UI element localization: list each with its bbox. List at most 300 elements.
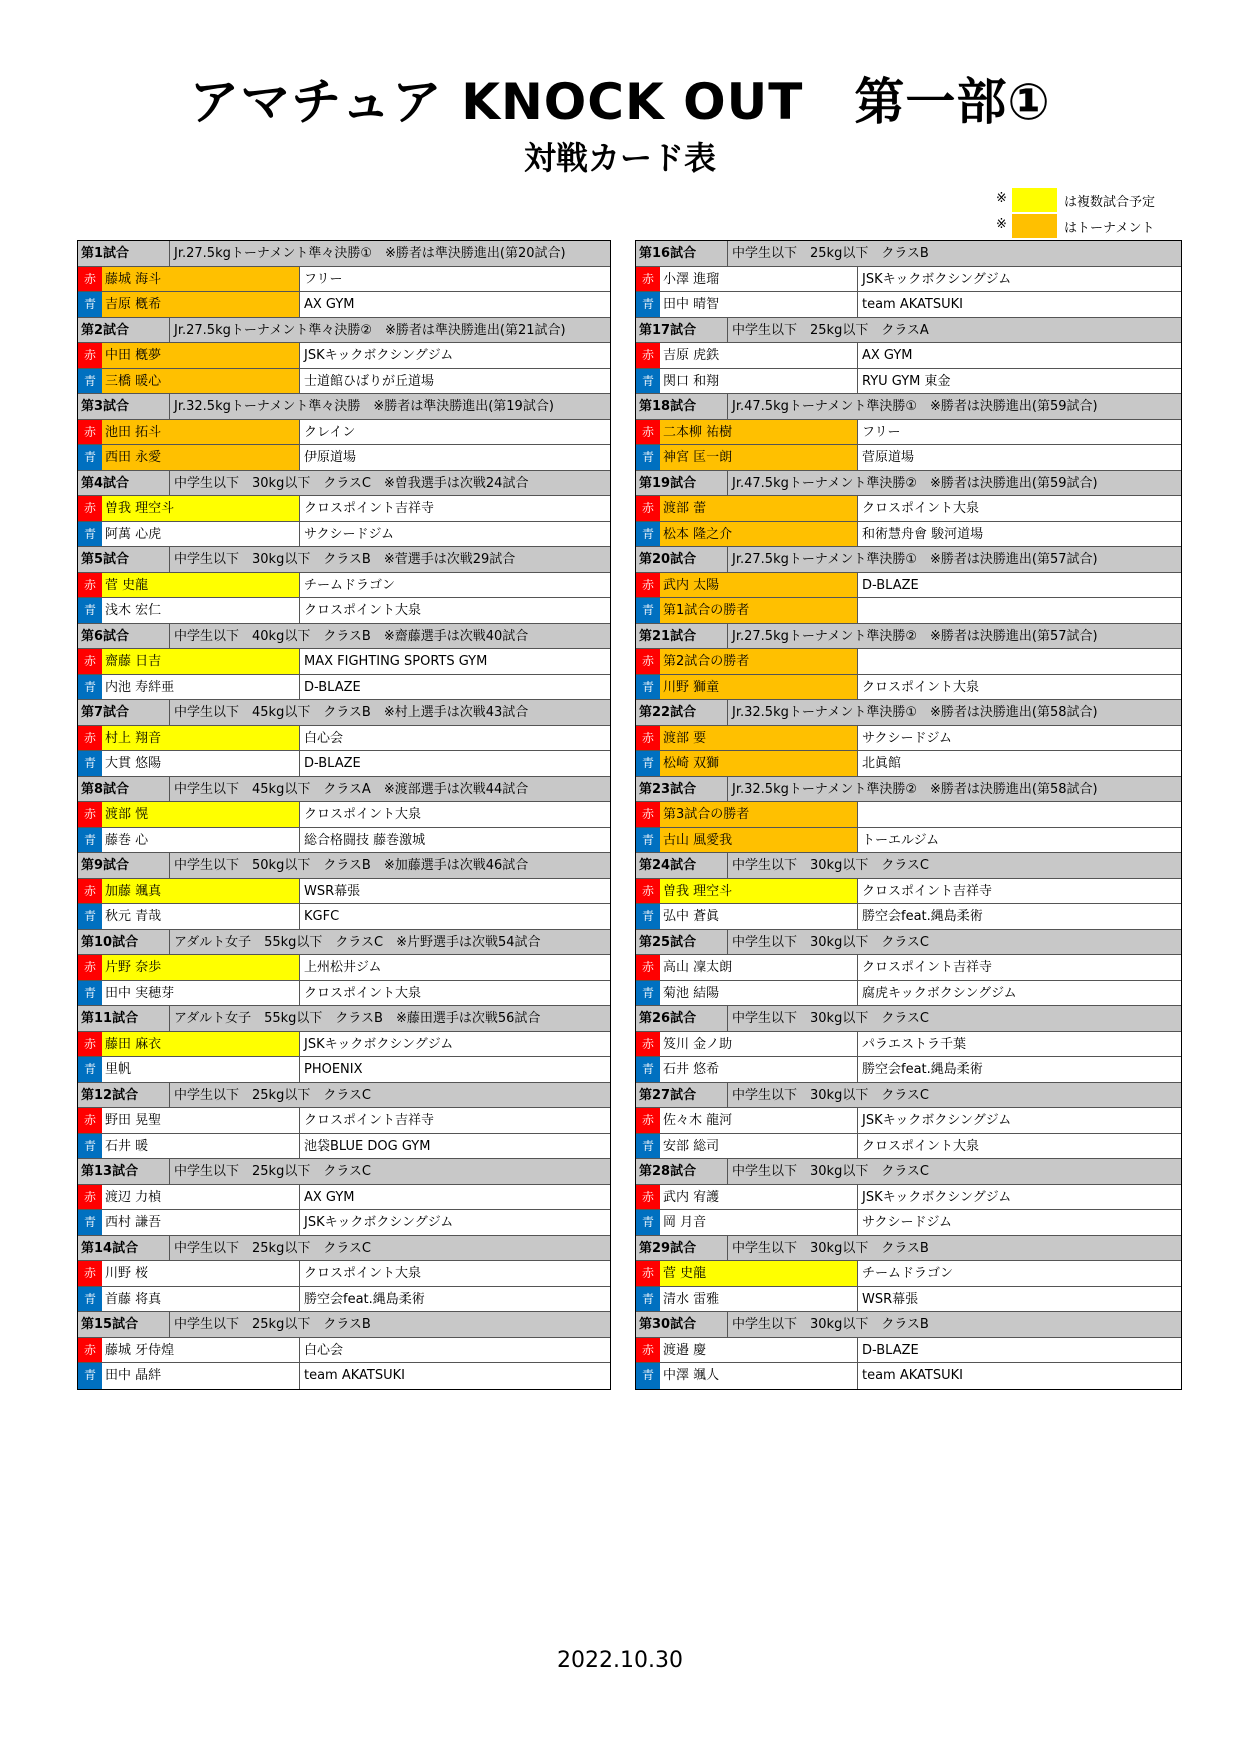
bout-info: 中学生以下 30kg以下 クラスB [732, 1240, 929, 1256]
bout-header [78, 930, 610, 956]
bout-header [636, 318, 1181, 344]
bout [78, 1159, 610, 1236]
red-corner-row [636, 1032, 1181, 1058]
blue-corner-row [636, 598, 1181, 624]
red-corner-badge: 赤 [78, 267, 102, 292]
fighter-gym: サクシードジム [862, 730, 952, 746]
bout-header [636, 1236, 1181, 1262]
bout-info: 中学生以下 30kg以下 クラスC [732, 1087, 930, 1103]
bout-header [78, 394, 610, 420]
bout-header [78, 853, 610, 879]
bout-number: 第18試合 [636, 394, 728, 419]
bout-number: 第26試合 [636, 1006, 728, 1031]
fighter-gym: クロスポイント大泉 [862, 679, 980, 695]
legend-swatch-yellow [1012, 188, 1057, 212]
bout-number: 第16試合 [636, 241, 728, 266]
blue-corner-badge: 青 [636, 369, 660, 394]
fighter-gym: 勝空会feat.縄島柔術 [862, 1062, 983, 1077]
bout [636, 1006, 1181, 1083]
fighter-gym: JSKキックボクシングジム [304, 1036, 454, 1052]
bout-info: Jr.47.5kgトーナメント準決勝② ※勝者は決勝進出(第59試合) [732, 475, 1098, 491]
blue-corner-row [636, 675, 1181, 701]
bout-number: 第4試合 [78, 471, 170, 496]
bout-header [636, 394, 1181, 420]
red-corner-badge: 赤 [636, 496, 660, 521]
fighter-name: 藤城 牙侍煌 [102, 1338, 300, 1363]
bout-info: Jr.27.5kgトーナメント準決勝② ※勝者は決勝進出(第57試合) [732, 628, 1098, 644]
bout-info: 中学生以下 25kg以下 クラスC [174, 1087, 372, 1103]
blue-corner-row [78, 1287, 610, 1313]
bout [78, 1083, 610, 1160]
fighter-gym: JSKキックボクシングジム [304, 1215, 454, 1230]
blue-corner-row [636, 828, 1181, 854]
fighter-gym: 白心会 [304, 1342, 344, 1358]
bout-header [78, 241, 610, 267]
blue-corner-badge: 青 [78, 369, 102, 394]
bout-number: 第29試合 [636, 1236, 728, 1261]
fighter-name: 吉原 槪希 [102, 292, 300, 317]
red-corner-row [636, 955, 1181, 981]
fighter-name: 渡部 要 [660, 726, 858, 751]
fighter-name: 松崎 双獅 [660, 751, 858, 776]
blue-corner-row [636, 1210, 1181, 1236]
bout-info: 中学生以下 30kg以下 クラスC ※曽我選手は次戦24試合 [174, 475, 529, 491]
fighter-gym: 北眞館 [862, 756, 902, 771]
bout-number: 第20試合 [636, 547, 728, 572]
red-corner-row [636, 496, 1181, 522]
fighter-gym: WSR幕張 [304, 883, 361, 899]
red-corner-badge: 赤 [636, 1185, 660, 1210]
bout-info: 中学生以下 30kg以下 クラスC [732, 1164, 930, 1179]
fighter-name: 加藤 颯真 [102, 879, 300, 904]
fighter-name: 第2試合の勝者 [660, 649, 858, 674]
blue-corner-row [636, 1134, 1181, 1160]
fighter-name: 川野 桜 [102, 1261, 300, 1286]
bout-number: 第24試合 [636, 853, 728, 878]
red-corner-badge: 赤 [636, 1032, 660, 1057]
red-corner-row [78, 1032, 610, 1058]
page-subtitle: 対戦カード表 [523, 139, 716, 177]
bout [78, 241, 610, 318]
fighter-gym [858, 649, 1181, 674]
fighter-gym: 池袋BLUE DOG GYM [304, 1138, 431, 1154]
fighter-name: 石井 悠希 [660, 1057, 858, 1082]
fighter-gym [858, 802, 1181, 827]
fighter-name: 渡部 蕾 [660, 496, 858, 521]
red-corner-badge: 赤 [78, 1185, 102, 1210]
red-corner-row [636, 649, 1181, 675]
bout-info: 中学生以下 45kg以下 クラスA ※渡部選手は次戦44試合 [174, 781, 529, 797]
blue-corner-row [78, 981, 610, 1007]
bout-table-left [77, 240, 611, 1390]
fighter-name: 曽我 理空斗 [102, 496, 300, 521]
bout-info: Jr.32.5kgトーナメント準決勝② ※勝者は決勝進出(第58試合) [732, 781, 1098, 797]
fighter-name: 渡邉 慶 [660, 1338, 858, 1363]
bout-info: 中学生以下 25kg以下 クラスB [174, 1317, 371, 1332]
red-corner-row [636, 1338, 1181, 1364]
bout-header [636, 1159, 1181, 1185]
bout [636, 1159, 1181, 1236]
bout-number: 第3試合 [78, 394, 170, 419]
red-corner-row [78, 1261, 610, 1287]
bout-number: 第11試合 [78, 1006, 170, 1031]
bout-header [78, 1312, 610, 1338]
fighter-gym: PHOENIX [304, 1062, 363, 1077]
bout-number: 第12試合 [78, 1083, 170, 1108]
bout-header [636, 547, 1181, 573]
fighter-gym: クレイン [304, 424, 356, 440]
fighter-gym: 白心会 [304, 730, 344, 746]
red-corner-row [78, 726, 610, 752]
bout-info: Jr.47.5kgトーナメント準決勝① ※勝者は決勝進出(第59試合) [732, 399, 1098, 414]
fighter-gym: クロスポイント大泉 [862, 1138, 980, 1154]
bout-info: 中学生以下 30kg以下 クラスC [732, 858, 930, 873]
blue-corner-badge: 青 [78, 445, 102, 470]
fighter-name: 西村 謙吾 [102, 1210, 300, 1235]
bout-header [78, 547, 610, 573]
bout [636, 853, 1181, 930]
red-corner-row [78, 496, 610, 522]
blue-corner-row [78, 828, 610, 854]
fighter-name: 里帆 [102, 1057, 300, 1082]
red-corner-row [636, 1108, 1181, 1134]
fighter-gym: team AKATSUKI [862, 1368, 963, 1383]
red-corner-row [78, 343, 610, 369]
red-corner-row [78, 955, 610, 981]
blue-corner-row [78, 1363, 610, 1389]
blue-corner-badge: 青 [78, 675, 102, 700]
bout [636, 1083, 1181, 1160]
red-corner-row [78, 1185, 610, 1211]
fighter-gym: AX GYM [304, 1189, 355, 1205]
fighter-name: 藤巻 心 [102, 828, 300, 853]
red-corner-badge: 赤 [78, 573, 102, 598]
red-corner-badge: 赤 [78, 1338, 102, 1363]
fighter-name: 藤城 海斗 [102, 267, 300, 292]
red-corner-badge: 赤 [636, 343, 660, 368]
bout-info: Jr.27.5kgトーナメント準決勝① ※勝者は決勝進出(第57試合) [732, 552, 1098, 567]
red-corner-badge: 赤 [636, 955, 660, 980]
bout-number: 第10試合 [78, 930, 170, 955]
fighter-gym: MAX FIGHTING SPORTS GYM [304, 654, 488, 669]
bout [78, 318, 610, 395]
blue-corner-row [636, 369, 1181, 395]
fighter-name: 松本 隆之介 [660, 522, 858, 547]
fighter-name: 武内 宥護 [660, 1185, 858, 1210]
red-corner-row [636, 802, 1181, 828]
blue-corner-badge: 青 [78, 598, 102, 623]
fighter-gym: D-BLAZE [304, 679, 361, 695]
fighter-name: 岡 月音 [660, 1210, 858, 1235]
fighter-name: 大貫 悠陽 [102, 751, 300, 776]
blue-corner-badge: 青 [636, 598, 660, 623]
red-corner-badge: 赤 [78, 1108, 102, 1133]
fighter-gym: トーエルジム [862, 832, 940, 848]
fighter-name: 笈川 金ノ助 [660, 1032, 858, 1057]
fighter-gym: RYU GYM 東金 [862, 373, 951, 389]
legend-swatch-orange [1012, 214, 1057, 238]
bout-header [636, 1312, 1181, 1338]
bout-info: 中学生以下 25kg以下 クラスB [732, 246, 929, 261]
blue-corner-row [78, 675, 610, 701]
bout-number: 第17試合 [636, 318, 728, 343]
fighter-name: 田中 晴智 [660, 292, 858, 317]
bout-header [636, 930, 1181, 956]
blue-corner-row [78, 445, 610, 471]
red-corner-badge: 赤 [636, 573, 660, 598]
fighter-gym: 和術慧舟會 駿河道場 [862, 526, 984, 542]
blue-corner-row [78, 1134, 610, 1160]
blue-corner-badge: 青 [78, 904, 102, 929]
bout-info: アダルト女子 55kg以下 クラスC ※片野選手は次戦54試合 [174, 934, 541, 950]
bout-header [636, 853, 1181, 879]
fighter-gym: クロスポイント吉祥寺 [304, 1113, 435, 1128]
bout-number: 第15試合 [78, 1312, 170, 1337]
fighter-name: 三橋 暖心 [102, 369, 300, 394]
fighter-name: 安部 総司 [660, 1134, 858, 1159]
red-corner-row [636, 343, 1181, 369]
bout [78, 624, 610, 701]
bout [78, 547, 610, 624]
fighter-name: 二本柳 祐樹 [660, 420, 858, 445]
bout-info: 中学生以下 25kg以下 クラスA [732, 322, 929, 338]
blue-corner-badge: 青 [78, 292, 102, 317]
blue-corner-badge: 青 [636, 981, 660, 1006]
bout-number: 第19試合 [636, 471, 728, 496]
bout-info: 中学生以下 40kg以下 クラスB ※齋藤選手は次戦40試合 [174, 628, 529, 644]
bout-number: 第7試合 [78, 700, 170, 725]
bout-info: Jr.32.5kgトーナメント準決勝① ※勝者は決勝進出(第58試合) [732, 705, 1098, 720]
bout [636, 318, 1181, 395]
bout-header [636, 624, 1181, 650]
red-corner-badge: 赤 [78, 649, 102, 674]
bout [636, 1312, 1181, 1389]
red-corner-badge: 赤 [636, 1338, 660, 1363]
blue-corner-row [636, 751, 1181, 777]
fighter-name: 石井 暖 [102, 1134, 300, 1159]
bout-header [78, 1006, 610, 1032]
fighter-name: 清水 雷雅 [660, 1287, 858, 1312]
fighter-name: 菅 史龍 [660, 1261, 858, 1286]
bout-header [636, 1083, 1181, 1109]
blue-corner-badge: 青 [636, 828, 660, 853]
bout-number: 第6試合 [78, 624, 170, 649]
fighter-gym: クロスポイント吉祥寺 [862, 883, 993, 899]
fighter-gym: パラエストラ千葉 [862, 1036, 967, 1052]
bout [78, 777, 610, 854]
bout-number: 第9試合 [78, 853, 170, 878]
fighter-name: 野田 晃聖 [102, 1108, 300, 1133]
bout-number: 第25試合 [636, 930, 728, 955]
red-corner-badge: 赤 [636, 1261, 660, 1286]
red-corner-badge: 赤 [78, 420, 102, 445]
fighter-name: 菅 史龍 [102, 573, 300, 598]
red-corner-badge: 赤 [78, 496, 102, 521]
fighter-gym [858, 598, 1181, 623]
fighter-gym: D-BLAZE [862, 577, 919, 593]
red-corner-row [636, 420, 1181, 446]
bout-number: 第30試合 [636, 1312, 728, 1337]
bout-header [78, 700, 610, 726]
fighter-name: 西田 永愛 [102, 445, 300, 470]
fighter-name: 第1試合の勝者 [660, 598, 858, 623]
bout [78, 471, 610, 548]
bout [78, 853, 610, 930]
fighter-gym: クロスポイント大泉 [304, 603, 422, 618]
bout [636, 777, 1181, 854]
bout-header [78, 1159, 610, 1185]
fighter-name: 菊池 結陽 [660, 981, 858, 1006]
blue-corner-row [78, 751, 610, 777]
bout [636, 700, 1181, 777]
blue-corner-badge: 青 [636, 1210, 660, 1235]
bout-header [636, 700, 1181, 726]
blue-corner-row [78, 904, 610, 930]
fighter-gym: team AKATSUKI [304, 1368, 405, 1383]
blue-corner-badge: 青 [636, 1287, 660, 1312]
red-corner-row [78, 1338, 610, 1364]
blue-corner-badge: 青 [78, 522, 102, 547]
page-title: アマチュア KNOCK OUT 第一部① [189, 73, 1051, 131]
fighter-gym: クロスポイント大泉 [304, 807, 422, 822]
red-corner-row [78, 1108, 610, 1134]
fighter-gym: チームドラゴン [862, 1266, 954, 1281]
event-date: 2022.10.30 [557, 1648, 683, 1673]
blue-corner-badge: 青 [78, 1134, 102, 1159]
fighter-gym: クロスポイント吉祥寺 [862, 960, 993, 975]
fighter-name: 神宮 匡一朗 [660, 445, 858, 470]
fighter-name: 阿萬 心虎 [102, 522, 300, 547]
blue-corner-badge: 青 [78, 1210, 102, 1235]
fighter-gym: サクシードジム [862, 1215, 952, 1230]
fighter-gym: 勝空会feat.縄島柔術 [862, 909, 983, 924]
fighter-gym: AX GYM [862, 348, 913, 363]
red-corner-badge: 赤 [636, 420, 660, 445]
fighter-gym: D-BLAZE [304, 756, 361, 771]
fighter-name: 池田 拓斗 [102, 420, 300, 445]
blue-corner-badge: 青 [636, 1057, 660, 1082]
red-corner-badge: 赤 [636, 1108, 660, 1133]
bout-header [78, 1236, 610, 1262]
legend-mark: ※ [996, 191, 1007, 206]
blue-corner-row [78, 292, 610, 318]
red-corner-badge: 赤 [78, 879, 102, 904]
blue-corner-row [78, 1210, 610, 1236]
blue-corner-badge: 青 [636, 522, 660, 547]
red-corner-row [636, 879, 1181, 905]
bout [636, 241, 1181, 318]
blue-corner-badge: 青 [78, 981, 102, 1006]
red-corner-badge: 赤 [78, 955, 102, 980]
fighter-gym: 士道館ひばりが丘道場 [304, 373, 435, 389]
bout-number: 第5試合 [78, 547, 170, 572]
fighter-name: 高山 凜太朗 [660, 955, 858, 980]
bout-info: 中学生以下 30kg以下 クラスB ※菅選手は次戦29試合 [174, 552, 516, 567]
bout-header [78, 1083, 610, 1109]
bout-number: 第2試合 [78, 318, 170, 343]
fighter-name: 村上 翔音 [102, 726, 300, 751]
blue-corner-badge: 青 [636, 292, 660, 317]
bout [636, 394, 1181, 471]
bout-number: 第27試合 [636, 1083, 728, 1108]
bout-info: Jr.27.5kgトーナメント準々決勝① ※勝者は準決勝進出(第20試合) [174, 246, 566, 261]
fighter-gym: クロスポイント吉祥寺 [304, 501, 435, 516]
blue-corner-badge: 青 [636, 751, 660, 776]
bout-number: 第1試合 [78, 241, 170, 266]
red-corner-badge: 赤 [636, 649, 660, 674]
fighter-gym: クロスポイント大泉 [862, 501, 980, 516]
fighter-name: 藤田 麻衣 [102, 1032, 300, 1057]
fighter-gym: 伊原道場 [304, 450, 357, 465]
fighter-name: 齋藤 日吉 [102, 649, 300, 674]
bout-info: アダルト女子 55kg以下 クラスB ※藤田選手は次戦56試合 [174, 1011, 541, 1026]
fighter-name: 中田 槪夢 [102, 343, 300, 368]
fighter-name: 佐々木 龍河 [660, 1108, 858, 1133]
fighter-gym: AX GYM [304, 297, 355, 312]
fighter-name: 首藤 将真 [102, 1287, 300, 1312]
blue-corner-row [78, 522, 610, 548]
bout-info: 中学生以下 30kg以下 クラスC [732, 934, 930, 950]
bout-number: 第28試合 [636, 1159, 728, 1184]
fighter-name: 武内 太陽 [660, 573, 858, 598]
fighter-gym: JSKキックボクシングジム [862, 271, 1012, 287]
blue-corner-row [636, 522, 1181, 548]
blue-corner-badge: 青 [78, 1363, 102, 1389]
blue-corner-badge: 青 [636, 1363, 660, 1389]
bout-number: 第14試合 [78, 1236, 170, 1261]
fighter-name: 曽我 理空斗 [660, 879, 858, 904]
red-corner-row [636, 573, 1181, 599]
blue-corner-row [78, 598, 610, 624]
blue-corner-row [636, 981, 1181, 1007]
bout-info: 中学生以下 30kg以下 クラスB [732, 1317, 929, 1332]
bout [78, 1006, 610, 1083]
bout [636, 624, 1181, 701]
red-corner-row [78, 802, 610, 828]
bout-header [636, 241, 1181, 267]
red-corner-badge: 赤 [78, 802, 102, 827]
red-corner-badge: 赤 [78, 343, 102, 368]
fighter-name: 古山 風愛我 [660, 828, 858, 853]
blue-corner-row [636, 1363, 1181, 1389]
fighter-name: 第3試合の勝者 [660, 802, 858, 827]
fighter-name: 渡辺 力楨 [102, 1185, 300, 1210]
legend-text: はトーナメント [1064, 221, 1155, 236]
red-corner-row [78, 573, 610, 599]
bout [636, 930, 1181, 1007]
bout-number: 第13試合 [78, 1159, 170, 1184]
bout [636, 1236, 1181, 1313]
fighter-gym: フリー [304, 271, 343, 287]
red-corner-row [636, 267, 1181, 293]
bout-header [636, 1006, 1181, 1032]
bout [78, 1312, 610, 1389]
blue-corner-badge: 青 [78, 828, 102, 853]
bout-info: Jr.32.5kgトーナメント準々決勝 ※勝者は準決勝進出(第19試合) [174, 399, 554, 414]
blue-corner-badge: 青 [636, 445, 660, 470]
bout [78, 930, 610, 1007]
blue-corner-row [636, 904, 1181, 930]
bout [78, 700, 610, 777]
red-corner-row [636, 726, 1181, 752]
red-corner-badge: 赤 [78, 1261, 102, 1286]
blue-corner-row [636, 445, 1181, 471]
blue-corner-badge: 青 [78, 1057, 102, 1082]
bout-info: 中学生以下 25kg以下 クラスC [174, 1164, 372, 1179]
blue-corner-row [636, 1287, 1181, 1313]
fighter-gym: サクシードジム [304, 526, 394, 542]
fighter-name: 関口 和翔 [660, 369, 858, 394]
